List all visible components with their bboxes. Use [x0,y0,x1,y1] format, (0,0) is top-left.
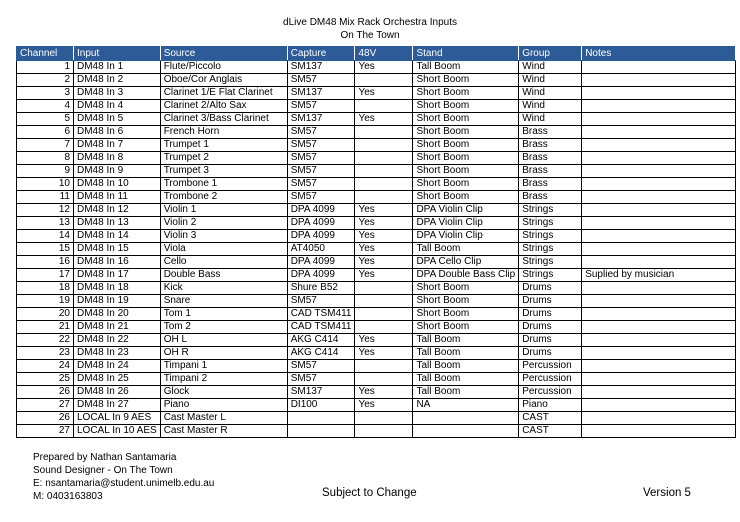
table-row [17,399,736,412]
cell-notes [582,139,736,152]
cell-capture: SM137 [287,87,355,100]
cell-input: DM48 In 3 [74,87,161,100]
table-row [17,191,736,204]
cell-capture: SM57 [287,126,355,139]
cell-source: Snare [160,295,287,308]
cell-input: LOCAL In 9 AES [74,412,161,425]
cell-input: DM48 In 19 [74,295,161,308]
cell-input: LOCAL In 10 AES [74,425,161,438]
cell-group: Brass [519,178,582,191]
cell-stand: Short Boom [413,87,519,100]
column-header-group: Group [519,47,582,61]
cell-group: Brass [519,126,582,139]
cell-capture: AKG C414 [287,334,355,347]
cell-source: Trumpet 3 [160,165,287,178]
cell-48v [355,126,413,139]
cell-channel: 4 [17,100,74,113]
cell-capture: SM57 [287,152,355,165]
cell-channel: 23 [17,347,74,360]
cell-notes [582,256,736,269]
cell-capture: SM57 [287,139,355,152]
cell-channel: 8 [17,152,74,165]
column-header-notes: Notes [582,47,736,61]
cell-48v [355,360,413,373]
cell-group: Brass [519,139,582,152]
cell-stand: Short Boom [413,308,519,321]
cell-notes [582,113,736,126]
cell-source: Clarinet 3/Bass Clarinet [160,113,287,126]
table-row [17,152,736,165]
cell-source: Trumpet 1 [160,139,287,152]
cell-48v: Yes [355,243,413,256]
cell-input: DM48 In 20 [74,308,161,321]
cell-input: DM48 In 17 [74,269,161,282]
table-row [17,360,736,373]
cell-input: DM48 In 25 [74,373,161,386]
document-title: dLive DM48 Mix Rack Orchestra Inputs [283,17,457,28]
cell-stand: Short Boom [413,126,519,139]
cell-source: Tom 1 [160,308,287,321]
cell-notes [582,204,736,217]
cell-capture: SM137 [287,61,355,74]
cell-stand: Tall Boom [413,334,519,347]
table-row [17,230,736,243]
cell-group: Strings [519,269,582,282]
cell-group: Drums [519,321,582,334]
cell-stand [413,412,519,425]
cell-channel: 6 [17,126,74,139]
cell-group: Drums [519,334,582,347]
cell-source: Trombone 2 [160,191,287,204]
cell-source: Tom 2 [160,321,287,334]
cell-source: Trumpet 2 [160,152,287,165]
cell-channel: 14 [17,230,74,243]
cell-notes [582,230,736,243]
cell-input: DM48 In 14 [74,230,161,243]
cell-capture: SM57 [287,360,355,373]
cell-source: Violin 1 [160,204,287,217]
cell-stand: DPA Cello Clip [413,256,519,269]
cell-group: CAST [519,425,582,438]
table-row [17,113,736,126]
cell-48v [355,191,413,204]
cell-channel: 9 [17,165,74,178]
cell-input: DM48 In 2 [74,74,161,87]
cell-stand: Short Boom [413,100,519,113]
cell-source: OH L [160,334,287,347]
cell-48v [355,100,413,113]
column-header-48v: 48V [355,47,413,61]
cell-channel: 15 [17,243,74,256]
cell-source: Trombone 1 [160,178,287,191]
cell-48v: Yes [355,61,413,74]
cell-group: Percussion [519,386,582,399]
cell-stand: DPA Violin Clip [413,204,519,217]
cell-notes [582,308,736,321]
cell-48v: Yes [355,334,413,347]
cell-stand: Tall Boom [413,243,519,256]
cell-channel: 25 [17,373,74,386]
cell-48v: Yes [355,347,413,360]
cell-notes [582,347,736,360]
cell-notes [582,399,736,412]
cell-channel: 20 [17,308,74,321]
cell-48v: Yes [355,230,413,243]
cell-group: Wind [519,61,582,74]
cell-stand: DPA Violin Clip [413,230,519,243]
table-row [17,334,736,347]
cell-channel: 16 [17,256,74,269]
table-row [17,269,736,282]
cell-capture: SM57 [287,373,355,386]
table-row [17,295,736,308]
cell-capture: SM57 [287,100,355,113]
cell-48v: Yes [355,217,413,230]
cell-stand: Short Boom [413,165,519,178]
cell-channel: 19 [17,295,74,308]
cell-48v [355,412,413,425]
cell-input: DM48 In 18 [74,282,161,295]
cell-notes [582,165,736,178]
cell-channel: 26 [17,386,74,399]
cell-source: Viola [160,243,287,256]
cell-channel: 7 [17,139,74,152]
cell-group: Percussion [519,373,582,386]
cell-capture: SM137 [287,113,355,126]
cell-notes [582,295,736,308]
cell-group: Brass [519,165,582,178]
cell-capture [287,425,355,438]
cell-group: Drums [519,347,582,360]
cell-stand: Tall Boom [413,373,519,386]
cell-input: DM48 In 4 [74,100,161,113]
cell-notes [582,126,736,139]
cell-source: French Horn [160,126,287,139]
cell-notes [582,243,736,256]
cell-input: DM48 In 11 [74,191,161,204]
cell-48v [355,321,413,334]
cell-source: Cast Master L [160,412,287,425]
cell-notes [582,61,736,74]
subject-to-change: Subject to Change [322,487,417,499]
footer-contact [33,451,214,503]
column-header-channel: Channel [17,47,74,61]
cell-input: DM48 In 22 [74,334,161,347]
cell-channel: 26 [17,412,74,425]
table-row [17,256,736,269]
cell-48v: Yes [355,113,413,126]
cell-input: DM48 In 16 [74,256,161,269]
cell-capture: CAD TSM411 [287,321,355,334]
table-row [17,412,736,425]
version-label: Version 5 [643,487,691,499]
cell-48v: Yes [355,399,413,412]
cell-capture: SM57 [287,74,355,87]
cell-capture: DPA 4099 [287,217,355,230]
cell-notes [582,425,736,438]
cell-capture: Shure B52 [287,282,355,295]
cell-channel: 18 [17,282,74,295]
cell-stand: Tall Boom [413,347,519,360]
cell-input: DM48 In 15 [74,243,161,256]
cell-capture: AT4050 [287,243,355,256]
cell-stand: NA [413,399,519,412]
cell-stand: Tall Boom [413,61,519,74]
cell-channel: 27 [17,399,74,412]
cell-48v [355,282,413,295]
cell-48v [355,139,413,152]
cell-notes [582,386,736,399]
cell-input: DM48 In 7 [74,139,161,152]
table-row [17,373,736,386]
email: E: nsantamaria@student.unimelb.edu.au [33,478,215,489]
cell-capture: SM57 [287,165,355,178]
cell-notes [582,412,736,425]
cell-48v [355,425,413,438]
cell-source: Clarinet 1/E Flat Clarinet [160,87,287,100]
cell-48v: Yes [355,87,413,100]
cell-channel: 13 [17,217,74,230]
cell-capture: SM57 [287,295,355,308]
cell-capture: CAD TSM411 [287,308,355,321]
column-header-stand: Stand [413,47,519,61]
mobile: M: 0403163803 [33,491,103,502]
cell-capture: DPA 4099 [287,256,355,269]
cell-48v: Yes [355,386,413,399]
cell-input: DM48 In 9 [74,165,161,178]
cell-stand: Short Boom [413,178,519,191]
cell-capture: DPA 4099 [287,269,355,282]
cell-input: DM48 In 27 [74,399,161,412]
table-row [17,243,736,256]
cell-48v [355,295,413,308]
cell-48v: Yes [355,269,413,282]
table-row [17,139,736,152]
cell-stand [413,425,519,438]
table-header-row [17,47,736,61]
cell-notes [582,282,736,295]
cell-source: Flute/Piccolo [160,61,287,74]
cell-group: Brass [519,152,582,165]
cell-source: Timpani 2 [160,373,287,386]
cell-source: Glock [160,386,287,399]
prepared-by: Prepared by Nathan Santamaria [33,452,177,463]
cell-stand: Tall Boom [413,386,519,399]
cell-source: Clarinet 2/Alto Sax [160,100,287,113]
cell-capture: SM57 [287,178,355,191]
cell-group: Wind [519,100,582,113]
cell-channel: 5 [17,113,74,126]
cell-source: Timpani 1 [160,360,287,373]
cell-notes [582,191,736,204]
cell-stand: DPA Double Bass Clip [413,269,519,282]
cell-channel: 11 [17,191,74,204]
cell-capture: AKG C414 [287,347,355,360]
column-header-source: Source [160,47,287,61]
cell-input: DM48 In 10 [74,178,161,191]
cell-group: Piano [519,399,582,412]
cell-stand: Short Boom [413,74,519,87]
table-row [17,100,736,113]
cell-notes [582,87,736,100]
cell-source: Oboe/Cor Anglais [160,74,287,87]
cell-source: OH R [160,347,287,360]
cell-source: Violin 2 [160,217,287,230]
cell-48v [355,178,413,191]
table-row [17,425,736,438]
cell-channel: 24 [17,360,74,373]
cell-group: Drums [519,308,582,321]
cell-group: Percussion [519,360,582,373]
table-row [17,217,736,230]
cell-capture: DPA 4099 [287,230,355,243]
cell-capture: DPA 4099 [287,204,355,217]
table-row [17,282,736,295]
cell-group: Wind [519,87,582,100]
cell-notes [582,334,736,347]
cell-source: Kick [160,282,287,295]
table-row [17,178,736,191]
cell-48v: Yes [355,256,413,269]
cell-group: Strings [519,230,582,243]
cell-48v [355,152,413,165]
cell-stand: Short Boom [413,295,519,308]
cell-48v [355,308,413,321]
cell-stand: Short Boom [413,139,519,152]
cell-source: Double Bass [160,269,287,282]
cell-notes [582,178,736,191]
cell-group: CAST [519,412,582,425]
cell-48v: Yes [355,204,413,217]
cell-input: DM48 In 12 [74,204,161,217]
cell-notes: Suplied by musician [582,269,736,282]
cell-input: DM48 In 21 [74,321,161,334]
table-row [17,204,736,217]
cell-notes [582,360,736,373]
cell-channel: 3 [17,87,74,100]
cell-input: DM48 In 26 [74,386,161,399]
table-row [17,321,736,334]
cell-48v [355,165,413,178]
cell-stand: Short Boom [413,191,519,204]
cell-group: Strings [519,217,582,230]
table-row [17,74,736,87]
cell-notes [582,74,736,87]
cell-group: Strings [519,204,582,217]
cell-channel: 12 [17,204,74,217]
cell-group: Wind [519,74,582,87]
cell-notes [582,152,736,165]
cell-group: Drums [519,295,582,308]
table-body [17,61,736,438]
cell-source: Cello [160,256,287,269]
input-table [16,46,736,438]
cell-group: Brass [519,191,582,204]
cell-input: DM48 In 24 [74,360,161,373]
table-row [17,61,736,74]
cell-capture: DI100 [287,399,355,412]
cell-stand: Short Boom [413,113,519,126]
cell-channel: 2 [17,74,74,87]
cell-channel: 1 [17,61,74,74]
cell-source: Piano [160,399,287,412]
cell-channel: 22 [17,334,74,347]
cell-channel: 21 [17,321,74,334]
cell-stand: Short Boom [413,152,519,165]
cell-notes [582,373,736,386]
cell-channel: 17 [17,269,74,282]
table-row [17,347,736,360]
cell-stand: DPA Violin Clip [413,217,519,230]
table-row [17,165,736,178]
cell-input: DM48 In 1 [74,61,161,74]
table-row [17,87,736,100]
table-row [17,308,736,321]
cell-input: DM48 In 23 [74,347,161,360]
cell-input: DM48 In 6 [74,126,161,139]
cell-capture [287,412,355,425]
table-row [17,386,736,399]
cell-channel: 27 [17,425,74,438]
cell-source: Cast Master R [160,425,287,438]
cell-notes [582,100,736,113]
cell-48v [355,74,413,87]
cell-input: DM48 In 13 [74,217,161,230]
cell-stand: Short Boom [413,282,519,295]
cell-stand: Tall Boom [413,360,519,373]
cell-input: DM48 In 8 [74,152,161,165]
column-header-input: Input [74,47,161,61]
cell-notes [582,321,736,334]
column-header-capture: Capture [287,47,355,61]
cell-source: Violin 3 [160,230,287,243]
cell-input: DM48 In 5 [74,113,161,126]
cell-notes [582,217,736,230]
cell-group: Strings [519,243,582,256]
cell-group: Wind [519,113,582,126]
cell-capture: SM57 [287,191,355,204]
cell-48v [355,373,413,386]
designer-role: Sound Designer - On The Town [33,465,173,476]
document-subtitle: On The Town [340,30,400,41]
cell-channel: 10 [17,178,74,191]
cell-capture: SM137 [287,386,355,399]
cell-group: Drums [519,282,582,295]
table-row [17,126,736,139]
cell-group: Strings [519,256,582,269]
cell-stand: Short Boom [413,321,519,334]
